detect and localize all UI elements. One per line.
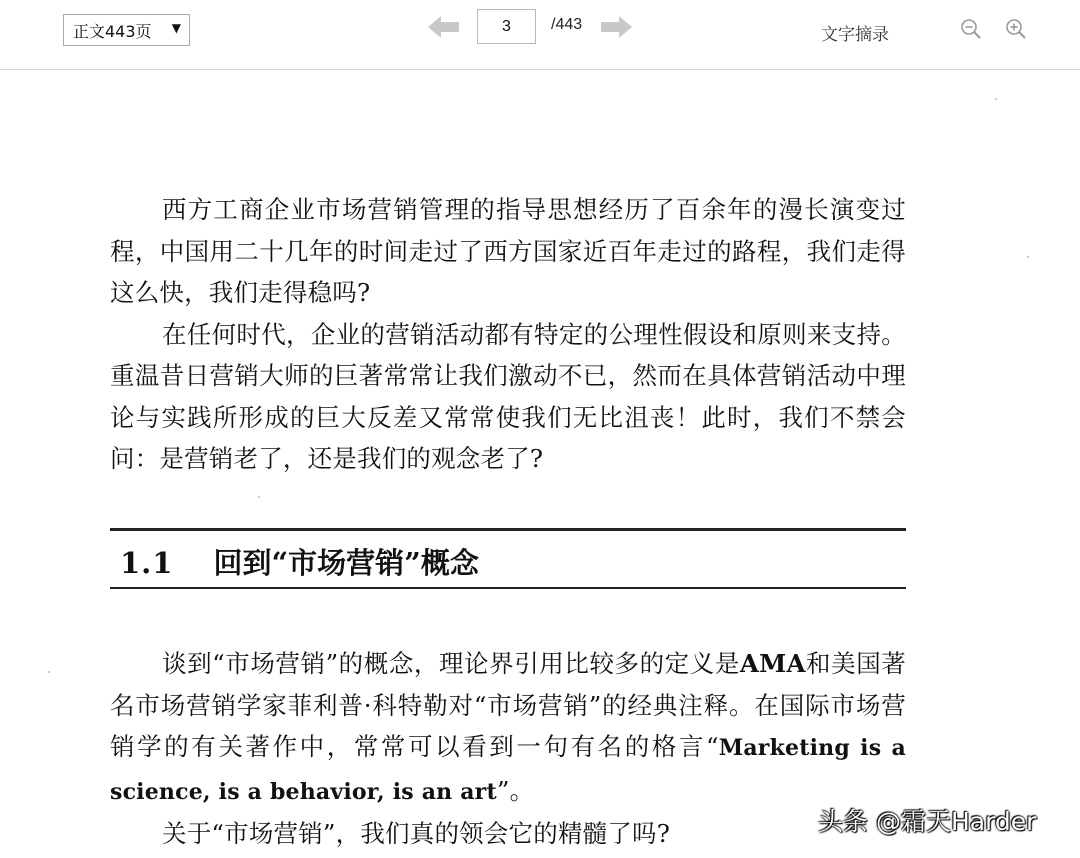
body-paragraph-1: 谈到“市场营销”的概念，理论界引用比较多的定义是AMA和美国著名市场营销学家菲利普·科特勒对“市场营销”的经典注释。在国际市场营销学的有关著作中，常常可以看到一句有名的格言“Marketing is a science, is a behavior, is an art”。 [110, 649, 907, 805]
page-number-input[interactable]: 3 [477, 9, 536, 44]
section-title: 回到“市场营销”概念 [213, 546, 479, 580]
intro-paragraph-2: 在任何时代，企业的营销活动都有特定的公理性假设和原则来支持。重温昔日营销大师的巨著常常让我们激动不已，然而在具体营销活动中理论与实践所形成的巨大反差又常常使我们无比沮丧！此时，我们不禁会问：是营销老了，还是我们的观念老了? [110, 319, 906, 473]
scan-speck [1027, 256, 1029, 258]
section-divider-top [110, 528, 906, 531]
chevron-down-icon: ▼ [171, 21, 181, 35]
section-divider-bottom [110, 587, 906, 589]
body-paragraph-2: 关于“市场营销”，我们真的领会它的精髓了吗? [162, 819, 671, 848]
section-body [110, 643, 906, 855]
scan-speck [48, 671, 50, 673]
zoom-in-icon [1004, 17, 1028, 41]
scan-speck [995, 98, 997, 100]
chapter-select[interactable] [63, 14, 190, 46]
chapter-select-value: 正文443页 [73, 21, 152, 41]
zoom-out-icon [959, 17, 983, 41]
intro-paragraph-1: 西方工商企业市场营销管理的指导思想经历了百余年的漫长演变过程，中国用二十几年的时间走过了西方国家近百年走过的路程，我们走得这么快，我们走得稳吗? [110, 195, 906, 307]
watermark-text: 头条 @霜天Harder [818, 807, 1037, 836]
document-page [0, 71, 1080, 858]
zoom-out-button[interactable] [959, 17, 983, 41]
previous-page-button[interactable] [428, 15, 460, 39]
arrow-right-icon [600, 15, 632, 39]
zoom-in-button[interactable] [1004, 17, 1028, 41]
text-extract-button[interactable]: 文字摘录 [821, 25, 889, 45]
section-number: 1.1 [120, 546, 174, 580]
scan-speck [258, 496, 260, 498]
section-heading [120, 541, 479, 582]
reader-toolbar [0, 0, 1080, 70]
next-page-button[interactable] [600, 15, 632, 39]
total-pages: /443 [551, 16, 583, 33]
arrow-left-icon [428, 15, 460, 39]
intro-text [110, 189, 906, 480]
